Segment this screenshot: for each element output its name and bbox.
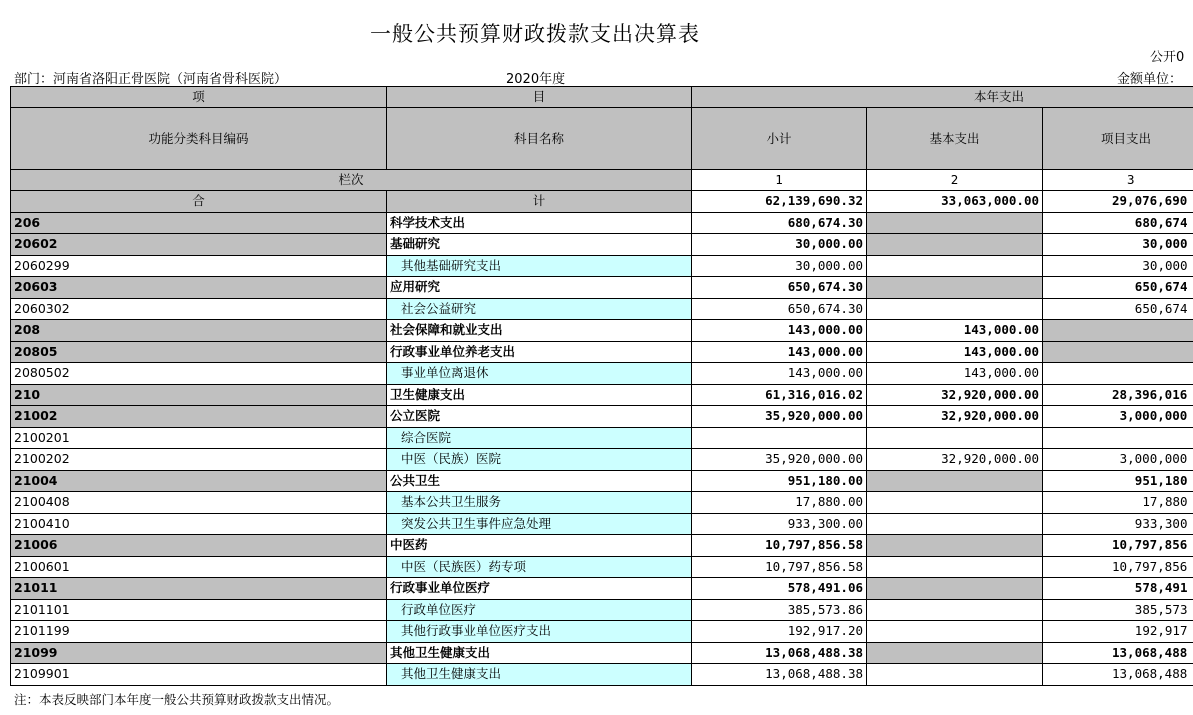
subtotal-value: 143,000.00	[692, 341, 867, 363]
header-subtotal: 小计	[692, 108, 867, 170]
subject-code: 206	[11, 212, 387, 234]
expenditure-table	[10, 86, 1193, 686]
basic-expense-value	[867, 535, 1043, 557]
project-expense-value: 385,573	[1043, 599, 1193, 621]
header-xiang: 项	[11, 87, 387, 108]
basic-expense-value: 143,000.00	[867, 341, 1043, 363]
header-subject-name: 科目名称	[387, 108, 692, 170]
subject-code: 2080502	[11, 363, 387, 385]
project-expense-value	[1043, 427, 1193, 449]
project-expense-value: 10,797,856	[1043, 556, 1193, 578]
department-label: 部门：河南省洛阳正骨医院（河南省骨科医院）	[14, 72, 288, 87]
subject-name: 其他卫生健康支出	[387, 664, 692, 686]
subject-name: 应用研究	[387, 277, 692, 299]
form-code: 公开0	[1150, 50, 1185, 65]
project-expense-value: 10,797,856	[1043, 535, 1193, 557]
column-index-3: 3	[1043, 170, 1193, 191]
project-expense-value: 650,674	[1043, 277, 1193, 299]
table-row	[11, 599, 1193, 621]
total-row	[11, 191, 1193, 213]
subject-name: 行政事业单位养老支出	[387, 341, 692, 363]
project-expense-value: 951,180	[1043, 470, 1193, 492]
basic-expense-value: 32,920,000.00	[867, 406, 1043, 428]
subject-code: 2100410	[11, 513, 387, 535]
basic-expense-value	[867, 599, 1043, 621]
basic-expense-value	[867, 492, 1043, 514]
subtotal-value: 650,674.30	[692, 298, 867, 320]
subtotal-value: 10,797,856.58	[692, 535, 867, 557]
subject-name: 中医（民族医）药专项	[387, 556, 692, 578]
table-row	[11, 535, 1193, 557]
subject-name: 社会保障和就业支出	[387, 320, 692, 342]
header-current-year: 本年支出	[692, 87, 1193, 108]
subtotal-value: 933,300.00	[692, 513, 867, 535]
basic-expense-value	[867, 642, 1043, 664]
subject-code: 2109901	[11, 664, 387, 686]
subject-code: 21006	[11, 535, 387, 557]
total-subtotal: 62,139,690.32	[692, 191, 867, 213]
basic-expense-value	[867, 578, 1043, 600]
subtotal-value	[692, 427, 867, 449]
project-expense-value: 3,000,000	[1043, 406, 1193, 428]
table-row	[11, 234, 1193, 256]
project-expense-value: 13,068,488	[1043, 642, 1193, 664]
table-row	[11, 556, 1193, 578]
column-index-1: 1	[692, 170, 867, 191]
subject-code: 2060299	[11, 255, 387, 277]
total-label-he: 合	[11, 191, 387, 213]
subject-name: 公共卫生	[387, 470, 692, 492]
header-mu: 目	[387, 87, 692, 108]
table-row	[11, 621, 1193, 643]
subtotal-value: 30,000.00	[692, 234, 867, 256]
table-row	[11, 341, 1193, 363]
subtotal-value: 578,491.06	[692, 578, 867, 600]
header-project-expense: 项目支出	[1043, 108, 1193, 170]
table-row	[11, 406, 1193, 428]
project-expense-value: 17,880	[1043, 492, 1193, 514]
subtotal-value: 17,880.00	[692, 492, 867, 514]
project-expense-value: 192,917	[1043, 621, 1193, 643]
subtotal-value: 385,573.86	[692, 599, 867, 621]
subject-code: 2101101	[11, 599, 387, 621]
header-function-code: 功能分类科目编码	[11, 108, 387, 170]
subject-code: 21099	[11, 642, 387, 664]
subject-name: 其他卫生健康支出	[387, 642, 692, 664]
table-row	[11, 212, 1193, 234]
subject-code: 2100601	[11, 556, 387, 578]
basic-expense-value	[867, 621, 1043, 643]
basic-expense-value: 143,000.00	[867, 320, 1043, 342]
table-row	[11, 470, 1193, 492]
subtotal-value: 61,316,016.02	[692, 384, 867, 406]
subject-code: 2100202	[11, 449, 387, 471]
subject-name: 科学技术支出	[387, 212, 692, 234]
subtotal-value: 680,674.30	[692, 212, 867, 234]
project-expense-value: 650,674	[1043, 298, 1193, 320]
subject-name: 中医药	[387, 535, 692, 557]
subject-name: 综合医院	[387, 427, 692, 449]
subject-code: 21004	[11, 470, 387, 492]
subject-code: 20805	[11, 341, 387, 363]
basic-expense-value	[867, 470, 1043, 492]
column-index-2: 2	[867, 170, 1043, 191]
total-project: 29,076,690	[1043, 191, 1193, 213]
project-expense-value: 3,000,000	[1043, 449, 1193, 471]
subject-name: 公立医院	[387, 406, 692, 428]
amount-unit-label: 金额单位：	[1117, 72, 1183, 87]
table-row	[11, 642, 1193, 664]
basic-expense-value	[867, 255, 1043, 277]
total-basic: 33,063,000.00	[867, 191, 1043, 213]
header-row-index	[11, 170, 1193, 191]
header-lanci: 栏次	[11, 170, 692, 191]
project-expense-value	[1043, 363, 1193, 385]
table-row	[11, 664, 1193, 686]
project-expense-value: 28,396,016	[1043, 384, 1193, 406]
header-basic-expense: 基本支出	[867, 108, 1043, 170]
table-row	[11, 492, 1193, 514]
basic-expense-value	[867, 234, 1043, 256]
table-row	[11, 363, 1193, 385]
project-expense-value: 30,000	[1043, 234, 1193, 256]
basic-expense-value	[867, 556, 1043, 578]
project-expense-value: 933,300	[1043, 513, 1193, 535]
subject-code: 2100201	[11, 427, 387, 449]
basic-expense-value	[867, 212, 1043, 234]
table-row	[11, 255, 1193, 277]
project-expense-value: 578,491	[1043, 578, 1193, 600]
subtotal-value: 951,180.00	[692, 470, 867, 492]
subtotal-value: 10,797,856.58	[692, 556, 867, 578]
header-row-group	[11, 87, 1193, 108]
subtotal-value: 13,068,488.38	[692, 642, 867, 664]
subject-code: 208	[11, 320, 387, 342]
subject-name: 其他基础研究支出	[387, 255, 692, 277]
table-footnote: 注：本表反映部门本年度一般公共预算财政拨款支出情况。	[14, 692, 340, 707]
subject-code: 20602	[11, 234, 387, 256]
project-expense-value: 680,674	[1043, 212, 1193, 234]
subject-name: 突发公共卫生事件应急处理	[387, 513, 692, 535]
table-row	[11, 298, 1193, 320]
subtotal-value: 13,068,488.38	[692, 664, 867, 686]
subject-name: 卫生健康支出	[387, 384, 692, 406]
subtotal-value: 143,000.00	[692, 363, 867, 385]
page-title: 一般公共预算财政拨款支出决算表	[370, 22, 700, 46]
table-row	[11, 449, 1193, 471]
header-row-columns	[11, 108, 1193, 170]
subject-name: 行政单位医疗	[387, 599, 692, 621]
project-expense-value: 30,000	[1043, 255, 1193, 277]
basic-expense-value	[867, 298, 1043, 320]
subject-code: 2060302	[11, 298, 387, 320]
basic-expense-value	[867, 513, 1043, 535]
subject-name: 行政事业单位医疗	[387, 578, 692, 600]
subject-code: 21011	[11, 578, 387, 600]
basic-expense-value: 32,920,000.00	[867, 449, 1043, 471]
project-expense-value: 13,068,488	[1043, 664, 1193, 686]
table-row	[11, 277, 1193, 299]
subject-name: 基础研究	[387, 234, 692, 256]
subtotal-value: 35,920,000.00	[692, 406, 867, 428]
subtotal-value: 30,000.00	[692, 255, 867, 277]
project-expense-value	[1043, 341, 1193, 363]
table-row	[11, 320, 1193, 342]
total-label-ji: 计	[387, 191, 692, 213]
subject-code: 2101199	[11, 621, 387, 643]
table-row	[11, 427, 1193, 449]
table-row	[11, 578, 1193, 600]
subject-name: 其他行政事业单位医疗支出	[387, 621, 692, 643]
subject-code: 210	[11, 384, 387, 406]
table-row	[11, 513, 1193, 535]
subtotal-value: 650,674.30	[692, 277, 867, 299]
subtotal-value: 143,000.00	[692, 320, 867, 342]
table-row	[11, 384, 1193, 406]
basic-expense-value: 143,000.00	[867, 363, 1043, 385]
subject-name: 基本公共卫生服务	[387, 492, 692, 514]
subject-name: 中医（民族）医院	[387, 449, 692, 471]
basic-expense-value: 32,920,000.00	[867, 384, 1043, 406]
subtotal-value: 192,917.20	[692, 621, 867, 643]
basic-expense-value	[867, 427, 1043, 449]
fiscal-year: 2020年度	[506, 72, 566, 87]
subtotal-value: 35,920,000.00	[692, 449, 867, 471]
basic-expense-value	[867, 277, 1043, 299]
subject-code: 21002	[11, 406, 387, 428]
subject-code: 20603	[11, 277, 387, 299]
basic-expense-value	[867, 664, 1043, 686]
subject-name: 事业单位离退休	[387, 363, 692, 385]
subject-code: 2100408	[11, 492, 387, 514]
project-expense-value	[1043, 320, 1193, 342]
subject-name: 社会公益研究	[387, 298, 692, 320]
